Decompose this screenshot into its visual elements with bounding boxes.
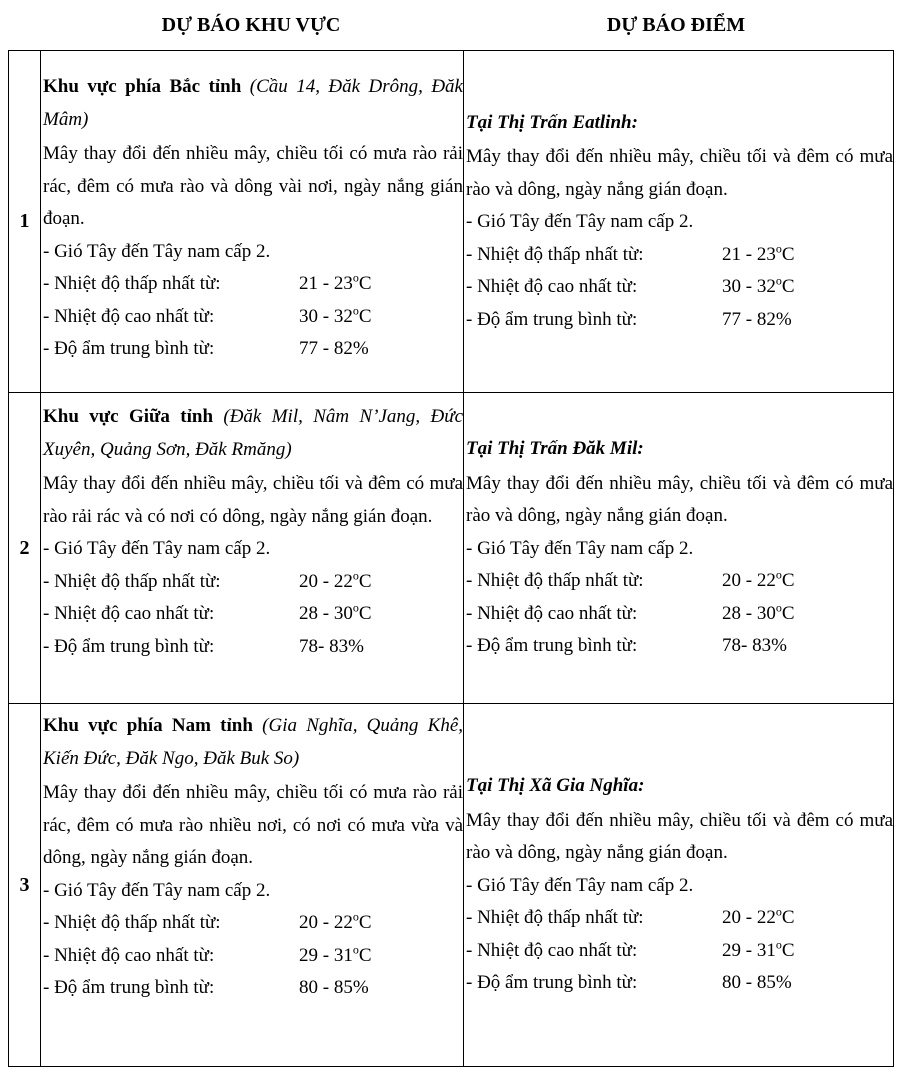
temp-max: - Nhiệt độ cao nhất từ: 30 - 32$^o$C	[43, 303, 372, 327]
temp-unit: C	[781, 570, 795, 592]
temp-unit: C	[781, 243, 795, 265]
degree-symbol: o	[352, 909, 359, 924]
temp-unit: C	[358, 570, 372, 592]
humidity: - Độ ẩm trung bình từ: 77 - 82%	[43, 338, 369, 359]
temp-min: - Nhiệt độ thấp nhất từ: 20 - 22$^o$C	[43, 568, 372, 592]
wind: - Gió Tây đến Tây nam cấp 2.	[43, 240, 271, 262]
regional-cell	[41, 51, 464, 393]
region-desc: Mây thay đổi đến nhiều mây, chiều tối và đêm có mưa rào rải rác và có nơi có dông, ngày nắng gián đoạn.	[43, 473, 463, 527]
degree-symbol: o	[352, 942, 359, 957]
temp-min: - Nhiệt độ thấp nhất từ: 20 - 22$^o$C	[466, 567, 795, 592]
region-areas: (Gia Nghĩa, Quảng Khê, Kiến Đức, Đăk Ngo, Đăk Buk So)	[43, 715, 464, 769]
temp-min: - Nhiệt độ thấp nhất từ: 21 - 23$^o$C	[466, 241, 795, 265]
point-desc: Mây thay đổi đến nhiều mây, chiều tối và đêm có mưa rào và dông, ngày nắng gián đoạn.	[466, 472, 893, 527]
humidity: - Độ ẩm trung bình từ: 77 - 82%	[466, 308, 792, 330]
point-cell	[464, 51, 894, 393]
forecast-table	[8, 50, 894, 1067]
temp-min: - Nhiệt độ thấp nhất từ: 21 - 23$^o$C	[43, 270, 372, 294]
row-number: 3	[9, 704, 41, 1067]
regional-cell	[41, 393, 464, 704]
humidity: - Độ ẩm trung bình từ: 78- 83%	[466, 635, 787, 657]
region-title: Khu vực Giữa tỉnh (Đăk Mil, Nâm N’Jang, Đức Xuyên, Quảng Sơn, Đăk Rmăng)	[43, 406, 463, 460]
region-title: Khu vực phía Nam tỉnh (Gia Nghĩa, Quảng Khê, Kiến Đức, Đăk Ngo, Đăk Buk So)	[43, 715, 464, 769]
temp-max: - Nhiệt độ cao nhất từ: 30 - 32$^o$C	[466, 273, 795, 298]
degree-symbol: o	[775, 241, 782, 256]
table-row	[9, 393, 894, 704]
row-number: 1	[9, 51, 41, 393]
temp-unit: C	[781, 602, 795, 624]
header-regional: DỰ BÁO KHU VỰC	[161, 14, 341, 36]
degree-symbol: o	[775, 600, 782, 615]
temp-unit: C	[358, 273, 372, 294]
temp-unit: C	[358, 603, 372, 624]
temp-unit: C	[781, 939, 795, 961]
point-desc: Mây thay đổi đến nhiều mây, chiều tối và đêm có mưa rào và dông, ngày nắng gián đoạn.	[466, 146, 893, 200]
temp-min: - Nhiệt độ thấp nhất từ: 20 - 22$^o$C	[43, 909, 372, 933]
temp-unit: C	[358, 305, 372, 327]
temp-unit: C	[781, 276, 795, 298]
point-cell	[464, 393, 894, 704]
wind: - Gió Tây đến Tây nam cấp 2.	[43, 879, 271, 901]
wind: - Gió Tây đến Tây nam cấp 2.	[466, 537, 694, 559]
point-title: Tại Thị Xã Gia Nghĩa:	[466, 775, 645, 797]
table-row	[9, 704, 894, 1067]
temp-unit: C	[781, 907, 795, 929]
humidity: - Độ ẩm trung bình từ: 78- 83%	[43, 635, 364, 657]
temp-max: - Nhiệt độ cao nhất từ: 28 - 30$^o$C	[466, 600, 795, 624]
region-desc: Mây thay đổi đến nhiều mây, chiều tối có mưa rào rải rác, đêm có mưa rào nhiều nơi, có nơi có mưa vừa và dông, ngày nắng gián đoạn.	[43, 782, 463, 868]
humidity: - Độ ẩm trung bình từ: 80 - 85%	[466, 972, 792, 994]
point-desc: Mây thay đổi đến nhiều mây, chiều tối và đêm có mưa rào và dông, ngày nắng gián đoạn.	[466, 809, 893, 864]
humidity: - Độ ẩm trung bình từ: 80 - 85%	[43, 977, 369, 998]
temp-unit: C	[358, 912, 372, 933]
temp-min: - Nhiệt độ thấp nhất từ: 20 - 22$^o$C	[466, 904, 795, 929]
degree-symbol: o	[352, 600, 359, 615]
degree-symbol: o	[352, 303, 359, 318]
temp-max: - Nhiệt độ cao nhất từ: 28 - 30$^o$C	[43, 600, 372, 624]
degree-symbol: o	[775, 937, 782, 952]
point-cell	[464, 704, 894, 1067]
regional-cell	[41, 704, 464, 1067]
temp-max: - Nhiệt độ cao nhất từ: 29 - 31$^o$C	[43, 942, 372, 966]
table-row	[9, 51, 894, 393]
degree-symbol: o	[352, 270, 359, 285]
point-title: Tại Thị Trấn Eatlinh:	[466, 111, 638, 133]
region-areas: (Đăk Mil, Nâm N’Jang, Đức Xuyên, Quảng Sơn, Đăk Rmăng)	[43, 406, 463, 460]
header-point: DỰ BÁO ĐIỂM	[606, 14, 746, 36]
degree-symbol: o	[775, 904, 782, 919]
wind: - Gió Tây đến Tây nam cấp 2.	[466, 874, 694, 896]
degree-symbol: o	[352, 568, 359, 583]
degree-symbol: o	[775, 273, 782, 288]
wind: - Gió Tây đến Tây nam cấp 2.	[466, 211, 694, 233]
degree-symbol: o	[775, 567, 782, 582]
region-areas: (Cầu 14, Đăk Drông, Đăk Mâm)	[43, 76, 463, 130]
region-desc: Mây thay đổi đến nhiều mây, chiều tối có mưa rào rải rác, đêm có mưa rào và dông vài nơi, ngày nắng gián đoạn.	[43, 143, 463, 229]
temp-max: - Nhiệt độ cao nhất từ: 29 - 31$^o$C	[466, 937, 795, 961]
temp-unit: C	[358, 944, 372, 966]
wind: - Gió Tây đến Tây nam cấp 2.	[43, 538, 271, 559]
region-title: Khu vực phía Bắc tỉnh (Cầu 14, Đăk Drông, Đăk Mâm)	[43, 76, 463, 130]
point-title: Tại Thị Trấn Đăk Mil:	[466, 438, 644, 460]
row-number: 2	[9, 393, 41, 704]
